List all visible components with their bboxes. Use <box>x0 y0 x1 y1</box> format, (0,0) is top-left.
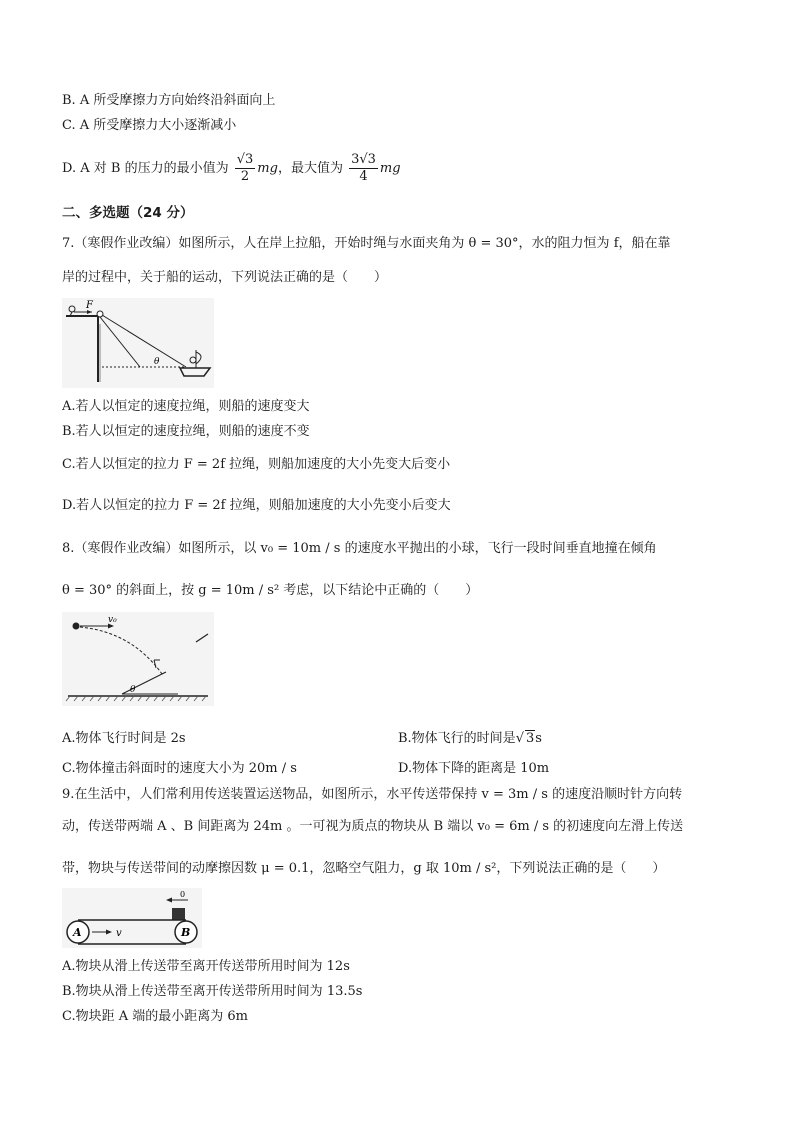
q6-min-numerator: √3 <box>236 152 254 167</box>
q8-label-theta: θ <box>130 685 136 695</box>
q8-figure-projectile <box>62 612 214 706</box>
q6-min-denominator: 2 <box>240 169 250 184</box>
q7-option-a: A.若人以恒定的速度拉绳，则船的速度变大 <box>62 399 310 414</box>
q9-block <box>172 908 185 920</box>
q9-stem-line3: 带，物块与传送带间的动摩擦因数 μ = 0.1，忽略空气阻力，g 取 10m / s²，下列说法正确的是（ ） <box>62 861 666 876</box>
q6-option-b: B. A 所受摩擦力方向始终沿斜面向上 <box>62 93 276 108</box>
q8-option-b-unit: s <box>535 731 542 746</box>
q8-option-b-radicand: 3 <box>525 731 535 746</box>
q8-option-b: B.物体飞行的时间是√ 3s <box>398 731 542 746</box>
q9-option-a: A.物块从滑上传送带至离开传送带所用时间为 12s <box>62 959 350 974</box>
q6-option-d <box>62 150 401 188</box>
q6-min-fraction <box>235 152 256 185</box>
q7-option-c: C.若人以恒定的拉力 F = 2f 拉绳，则船加速度的大小先变大后变小 <box>62 457 451 472</box>
q7-option-d: D.若人以恒定的拉力 F = 2f 拉绳，则船加速度的大小先变小后变大 <box>62 498 451 513</box>
q9-label-v: v <box>116 928 122 939</box>
q9-label-B: B <box>181 926 191 939</box>
q6-max-unit: mg <box>379 161 401 176</box>
q6-option-c: C. A 所受摩擦力大小逐渐减小 <box>62 118 237 133</box>
q8-stem-line1: 8.（寒假作业改编）如图所示，以 v₀ = 10m / s 的速度水平抛出的小球，飞行一段时间垂直地撞在倾角 <box>62 541 657 556</box>
q7-stem-line2: 岸的过程中，关于船的运动，下列说法正确的是（ ） <box>62 270 388 285</box>
q7-pulley <box>97 311 103 317</box>
section2-title: 二、多选题（24 分） <box>62 205 194 221</box>
q8-label-v0: v₀ <box>108 615 117 625</box>
q8-option-b-prefix: B.物体飞行的时间是 <box>398 731 516 746</box>
q9-label-A: A <box>73 926 82 939</box>
q7-figure-boat <box>62 298 214 388</box>
q8-ball <box>73 623 80 630</box>
q9-label-v0: 0 <box>180 890 186 899</box>
q9-figure-conveyor <box>62 888 202 948</box>
q6-min-unit: mg <box>257 161 278 176</box>
q6-max-numerator: 3√3 <box>351 152 376 167</box>
q7-label-theta: θ <box>154 357 160 367</box>
q8-stem-line2: θ = 30° 的斜面上，按 g = 10m / s² 考虑，以下结论中正确的（ ） <box>62 583 479 598</box>
q9-option-b: B.物块从滑上传送带至离开传送带所用时间为 13.5s <box>62 984 363 999</box>
q6-option-d-mid: ，最大值为 <box>277 161 343 176</box>
q7-stem-line1: 7.（寒假作业改编）如图所示，人在岸上拉船，开始时绳与水面夹角为 θ = 30°，水的阻力恒为 f，船在靠 <box>62 236 671 251</box>
q6-max-fraction <box>349 152 378 185</box>
q8-option-d: D.物体下降的距离是 10m <box>398 761 550 776</box>
q8-option-c: C.物体撞击斜面时的速度大小为 20m / s <box>62 761 297 776</box>
q7-label-F: F <box>86 300 93 311</box>
q8-option-a: A.物体飞行时间是 2s <box>62 731 186 746</box>
q9-stem-line2: 动，传送带两端 A 、B 间距离为 24m 。一可视为质点的物块从 B 端以 v₀ = 6m / s 的初速度向左滑上传送 <box>62 819 684 834</box>
q6-option-d-prefix: D. A 对 B 的压力的最小值为 <box>62 161 229 176</box>
q6-max-denominator: 4 <box>359 169 368 184</box>
q9-option-c: C.物块距 A 端的最小距离为 6m <box>62 1009 248 1024</box>
q9-stem-line1: 9.在生活中，人们常利用传送装置运送物品，如图所示，水平传送带保持 v = 3m / s 的速度沿顺时针方向转 <box>62 787 683 802</box>
q7-option-b: B.若人以恒定的速度拉绳，则船的速度不变 <box>62 424 310 439</box>
